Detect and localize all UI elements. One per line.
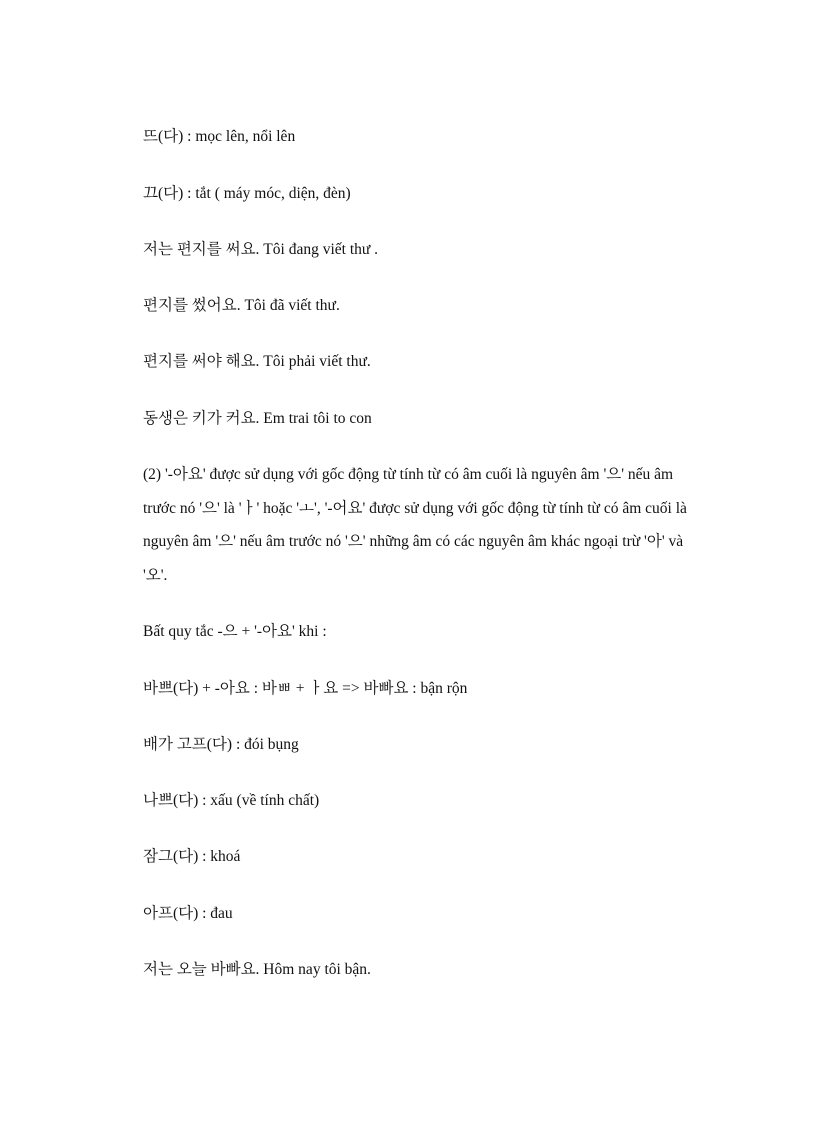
example-bappeuda: 바쁘(다) + -아요 : 바ㅃ + ㅏ요 => 바빠요 : bận rộn: [143, 680, 468, 697]
irregular-rule-heading: Bất quy tắc -으 + '-아요' khi :: [143, 623, 327, 640]
example-apeuda: 아프(다) : đau: [143, 905, 233, 922]
example-sentence-busy: 저는 오늘 바빠요. Hôm nay tôi bận.: [143, 961, 371, 978]
grammar-explanation-paragraph: [143, 458, 723, 592]
paragraph-line: nguyên âm '으' nếu âm trước nó '으' những âm có các nguyên âm khác ngoại trừ '아' và: [143, 533, 684, 550]
paragraph-line: '오'.: [143, 566, 168, 584]
example-jamgeuda: 잠그(다) : khoá: [143, 848, 241, 865]
example-gopeuda: 배가 고프(다) : đói bụng: [143, 736, 299, 753]
example-sentence-must-write: 편지를 써야 해요. Tôi phải viết thư.: [143, 353, 371, 370]
paragraph-line: trước nó '으' là 'ㅏ' hoặc 'ㅗ', '-어요' được sử dụng với gốc động từ tính từ có âm cuối là: [143, 499, 687, 517]
example-nappeuda: 나쁘(다) : xấu (về tính chất): [143, 792, 320, 809]
vocab-line-tteuda: 뜨(다) : mọc lên, nổi lên: [143, 128, 296, 145]
example-sentence-writing: 저는 편지를 써요. Tôi đang viết thư .: [143, 241, 379, 258]
example-sentence-tall: 동생은 키가 커요. Em trai tôi to con: [143, 410, 372, 427]
paragraph-line: (2) '-아요' được sử dụng với gốc động từ tính từ có âm cuối là nguyên âm '으' nếu âm: [143, 466, 674, 483]
vocab-line-kkeuda: 끄(다) : tắt ( máy móc, diện, đèn): [143, 185, 351, 202]
example-sentence-wrote: 편지를 썼어요. Tôi đã viết thư.: [143, 297, 340, 314]
